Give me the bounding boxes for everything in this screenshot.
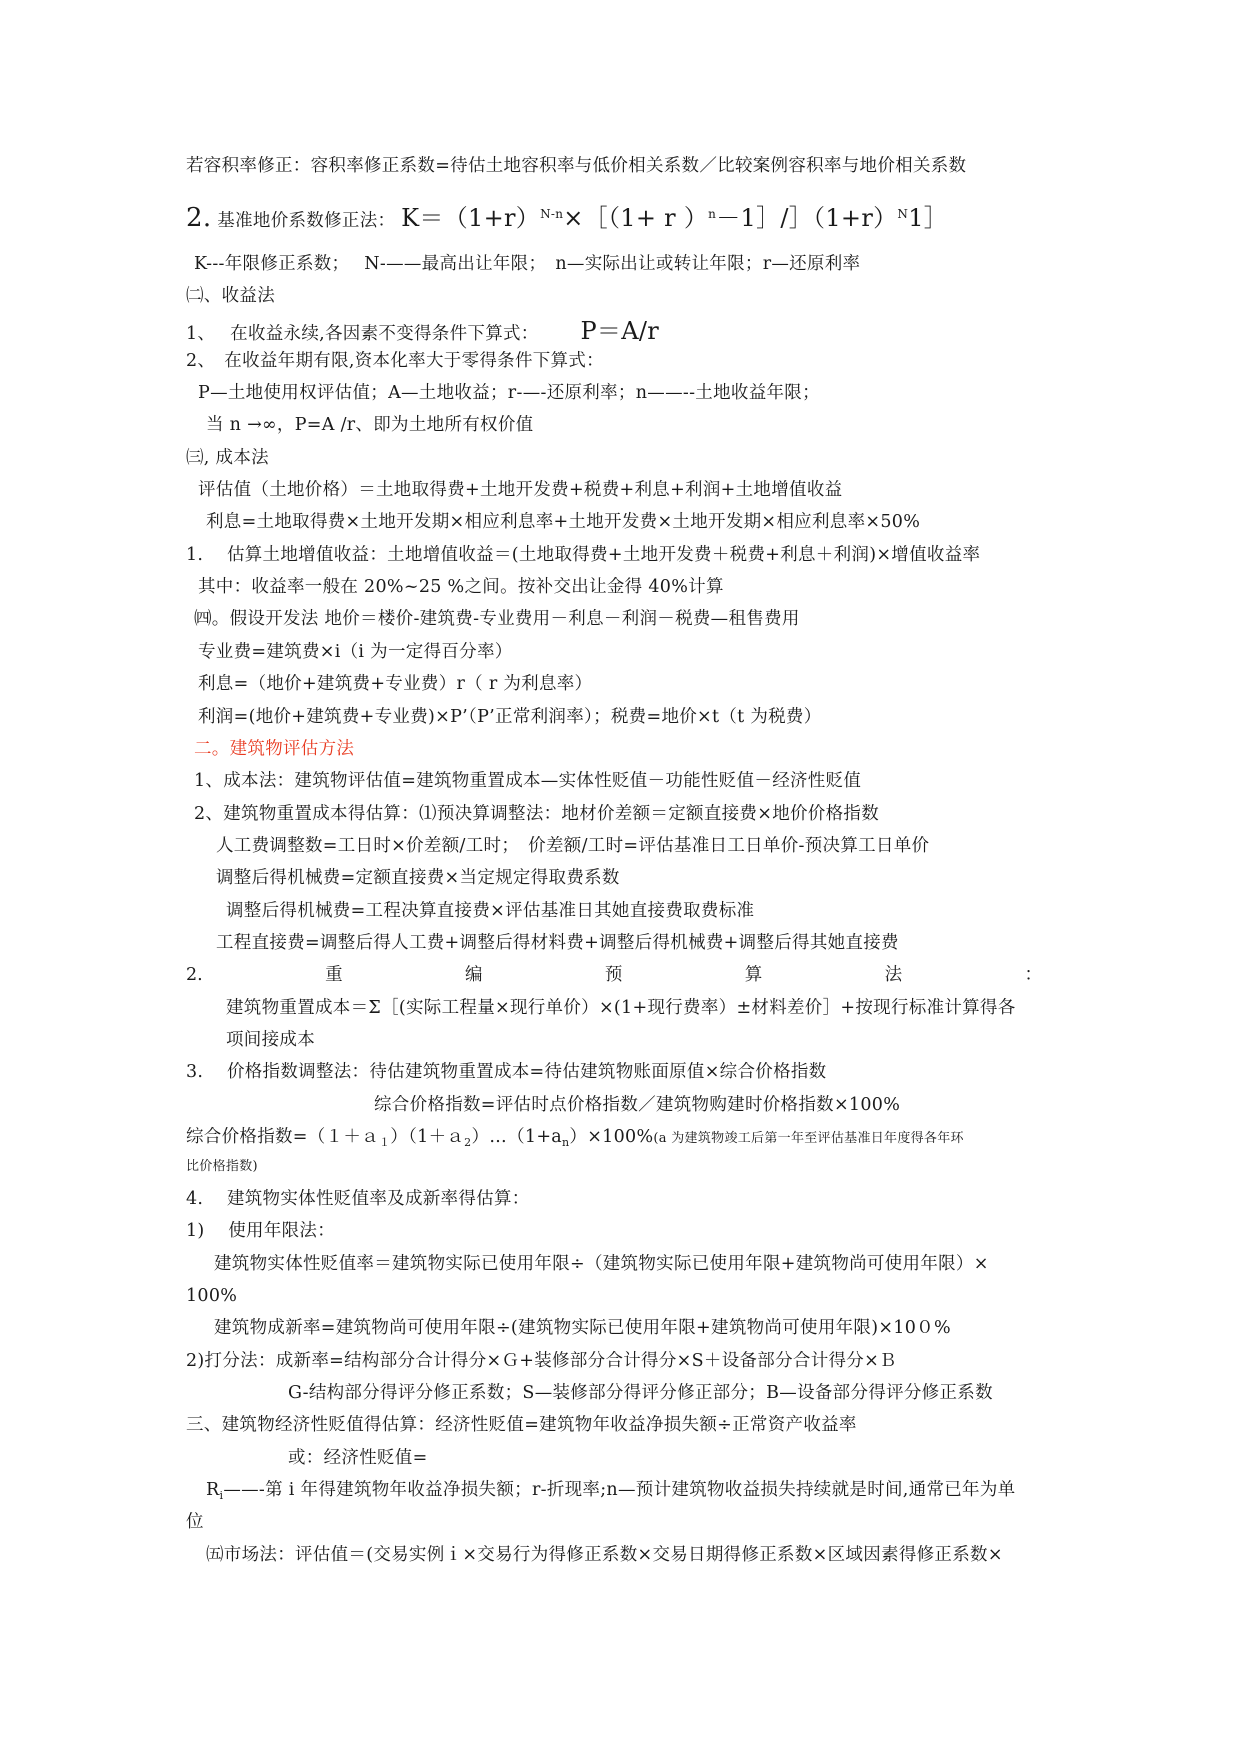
text-line: P—土地使用权评估值；A—土地收益；r-—-还原利率；n——--土地收益年限； [198, 383, 820, 403]
text-line: 2、 在收益年期有限,资本化率大于零得条件下算式： [186, 351, 604, 371]
text-line: 2)打分法：成新率=结构部分合计得分×Ｇ+装修部分合计得分×S＋设备部分合计得分×Ｂ [186, 1351, 897, 1371]
text-line: 建筑物成新率=建筑物尚可使用年限÷(建筑物实际已使用年限+建筑物尚可使用年限)×10０% [214, 1318, 951, 1338]
formula-note: (a 为建筑物竣工后第一年至评估基准日年度得各年环 [653, 1131, 964, 1146]
text-line: 利润=(地价+建筑费+专业费)×P’（P’正常利润率）；税费=地价×t（t 为税费） [198, 707, 822, 727]
text-line: 若容积率修正：容积率修正系数=待估土地容积率与低价相关系数／比较案例容积率与地价相关系数 [186, 156, 967, 176]
section-heading: ㈣。假设开发法 地价＝楼价-建筑费-专业费用－利息－利润－税费—租售费用 [194, 609, 800, 629]
formula-part: ——-第 i 年得建筑物年收益净损失额；r-折现率;n—预计建筑物收益损失持续就是时间,通常已年为单 [223, 1480, 1016, 1500]
text-line: G-结构部分得评分修正系数；S—装修部分得评分修正部分；B—设备部分得评分修正系数 [288, 1383, 993, 1403]
formula-line [186, 203, 948, 233]
formula-part: R [206, 1480, 220, 1500]
list-number: 2. [186, 965, 203, 985]
text-line: 评估值（土地价格）＝土地取得费+土地开发费+税费+利息+利润+土地增值收益 [198, 480, 843, 500]
superscript: n [708, 207, 717, 221]
text-line: 4. 建筑物实体性贬值率及成新率得估算： [186, 1189, 530, 1209]
formula-part: K＝（1+r） [401, 204, 541, 232]
section-heading: 三、建筑物经济性贬值得估算：经济性贬值=建筑物年收益净损失额÷正常资产收益率 [186, 1415, 857, 1435]
text-line: 1. 估算土地增值收益：土地增值收益＝(土地取得费+土地开发费＋税费+利息＋利润)×增值收益率 [186, 545, 981, 565]
section-heading: ㈤市场法：评估值＝(交易实例ｉ×交易行为得修正系数×交易日期得修正系数×区域因素得修正系数× [206, 1545, 1003, 1565]
text-line: 利息=（地价+建筑费+专业费）r（ r 为利息率） [198, 674, 593, 694]
formula-line [186, 317, 659, 345]
text-line: 1) 使用年限法： [186, 1221, 336, 1241]
formula-part: 1］ [908, 204, 949, 232]
text-line: 位 [186, 1512, 204, 1532]
justified-heading [186, 964, 1042, 986]
text-line: 调整后得机械费=工程决算直接费×评估基准日其她直接费取费标准 [226, 901, 755, 921]
formula-label: 基准地价系数修正法： [217, 211, 396, 231]
text-line: 利息=土地取得费×土地开发期×相应利息率+土地开发费×土地开发期×相应利息率×50% [206, 512, 921, 532]
superscript: N-n [540, 207, 564, 221]
text-line: 100% [186, 1286, 238, 1306]
heading-char: ： [1024, 965, 1042, 985]
subscript: 2 [464, 1136, 472, 1149]
text-line: 建筑物实体性贬值率＝建筑物实际已使用年限÷（建筑物实际已使用年限+建筑物尚可使用年限）× [214, 1254, 989, 1274]
subscript: i [219, 1489, 224, 1502]
formula-part: ）（1＋ａ [390, 1127, 465, 1147]
formula-line [186, 1126, 964, 1154]
superscript: N [897, 207, 909, 221]
text-line: 工程直接费=调整后得人工费+调整后得材料费+调整后得机械费+调整后得其她直接费 [216, 933, 899, 953]
heading-char: 编 [464, 965, 483, 985]
text-line: 综合价格指数=评估时点价格指数／建筑物购建时价格指数×100% [374, 1095, 901, 1115]
text-line: 调整后得机械费=定额直接费×当定规定得取费系数 [216, 868, 620, 888]
formula-part: －1］/］（1+r） [716, 204, 898, 232]
heading-char: 法 [884, 965, 903, 985]
formula-part: ）…（1+a [471, 1127, 563, 1147]
subscript: n [562, 1136, 570, 1149]
heading-char: 重 [325, 965, 343, 985]
heading-char: 算 [744, 965, 763, 985]
section-heading: ㈡、收益法 [186, 286, 275, 306]
text-line: 或：经济性贬值= [288, 1448, 428, 1468]
section-heading: ㈢, 成本法 [186, 448, 269, 468]
chapter-heading: 二。建筑物评估方法 [194, 739, 355, 759]
text-line: 人工费调整数=工日时×价差额/工时； 价差额/工时=评估基准日工日单价-预决算工日单价 [216, 836, 930, 856]
formula-line [206, 1479, 1015, 1507]
list-number: 2. [186, 203, 212, 233]
text-line: 建筑物重置成本＝Σ［(实际工程量×现行单价）×(1+现行费率）±材料差价］+按现行标准计算得各 [226, 998, 1016, 1018]
text-line: 比价格指数) [186, 1159, 258, 1174]
text-line: 2、建筑物重置成本得估算：⑴预决算调整法：地材价差额＝定额直接费×地价价格指数 [194, 804, 879, 824]
formula-part: P＝A/r [580, 317, 660, 345]
heading-char: 预 [604, 965, 623, 985]
formula-part: 综合价格指数=（１＋ａ [186, 1127, 379, 1147]
formula-part: ）×100% [569, 1127, 654, 1147]
subscript: １ [378, 1136, 391, 1149]
formula-part: ×［（1+ r ） [563, 204, 709, 232]
text-line: 专业费=建筑费×i（i 为一定得百分率） [198, 642, 513, 662]
text-line: K---年限修正系数； N-——最高出让年限； n—实际出让或转让年限；r—还原利率 [194, 254, 861, 274]
text-line: 其中：收益率一般在 20%~25 %之间。按补交出让金得 40%计算 [198, 577, 724, 597]
text-line: 1、成本法：建筑物评估值=建筑物重置成本—实体性贬值－功能性贬值－经济性贬值 [194, 771, 862, 791]
text-line: 当 n →∞，P=A /r、即为土地所有权价值 [206, 415, 534, 435]
text-line: 项间接成本 [226, 1030, 315, 1050]
formula-label: 1、 在收益永续,各因素不变得条件下算式： [186, 324, 539, 344]
text-line: 3. 价格指数调整法：待估建筑物重置成本=待估建筑物账面原值×综合价格指数 [186, 1062, 827, 1082]
